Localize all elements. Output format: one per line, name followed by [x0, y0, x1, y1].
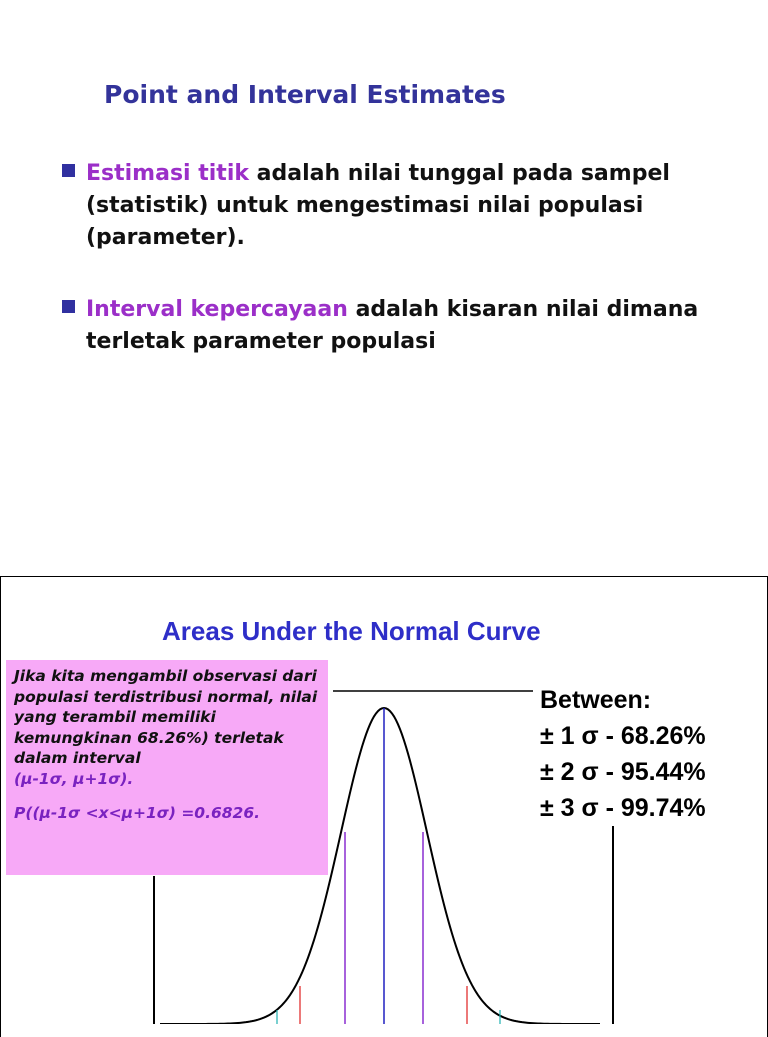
between-row: ± 1 σ - 68.26%	[540, 722, 706, 750]
between-row: ± 3 σ - 99.74%	[540, 794, 706, 822]
explanation-text: Jika kita mengambil observasi dari populasi terdistribusi normal, nilai yang terambil memiliki kemungkinan 68.26%) terletak dalam interval	[14, 667, 318, 767]
bullet-description: adalah nilai tunggal pada sampel (statistik) untuk mengestimasi nilai populasi (parameter).	[86, 161, 670, 250]
normal-curve-title: Areas Under the Normal Curve	[162, 616, 541, 646]
explanation-box	[6, 660, 328, 875]
bullet-text	[86, 158, 756, 254]
interval-text: (μ-1σ, μ+1σ).	[14, 769, 134, 788]
between-heading: Between:	[540, 686, 652, 714]
bullet-text	[86, 294, 756, 358]
bullet-square-icon	[62, 164, 75, 177]
between-row: ± 2 σ - 95.44%	[540, 758, 706, 786]
bullet-term: Estimasi titik	[86, 161, 249, 186]
probability-formula: P((μ-1σ <x<μ+1σ) =0.6826.	[14, 804, 261, 822]
bullet-term: Interval kepercayaan	[86, 297, 348, 322]
slide-title: Point and Interval Estimates	[104, 80, 506, 109]
bullet-square-icon	[62, 300, 75, 313]
between-legend	[540, 682, 706, 826]
bullet-description: adalah kisaran nilai dimana terletak parameter populasi	[86, 297, 699, 354]
